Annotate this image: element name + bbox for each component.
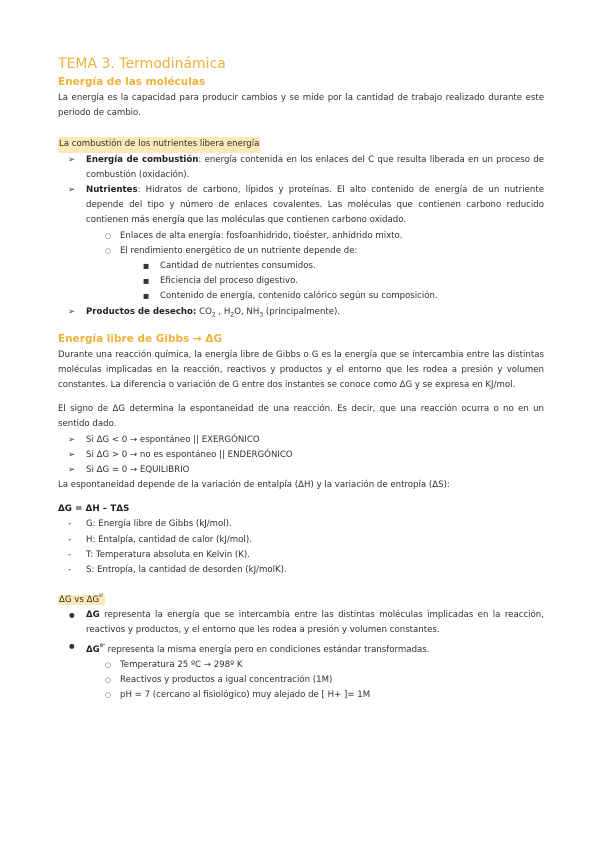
paragraph-signo: El signo de ΔG determina la espontaneidad de una reacción. Es decir, que una reacción ocurra o no en un sentido dado.: [58, 404, 544, 430]
paragraph-gibbs: Durante una reacción química, la energía libre de Gibbs o G es la energía que se intercambia entre las distintas moléculas implicadas en la reacción, reactivos y productos y el entorno que les rodea a presión y volumen constantes. La diferencia o variación de G entre dos instantes se conoce como ΔG y se expresa en KJ/mol.: [58, 349, 544, 390]
subheading-deltag-vs: ΔG vs $\Delta G^{º'}$: [59, 593, 104, 606]
list-item-nutrientes: ➢ Nutrientes: Hidratos de carbono, lípidos y proteínas. El alto contenido de energía de un nutriente depende del tipo y número de enlaces covalentes. Las moléculas que contienen carbono reducido contienen más energía que las moléculas que contienen carbono oxidado. ○ Enlaces de alta energía: fosfoanhidrido, tioéster, anhidrido mixto. ○ El rendimiento energético de un nutriente depende de: ■ Cantidad de nutrientes consumidos. ■ Eficiencia del proceso digestivo. ■ Contenido de energía, contenido calórico según su composición.: [58, 183, 544, 305]
sublist-item: ○ Enlaces de alta energía: fosfoanhidrido, tioéster, anhidrido mixto.: [100, 229, 544, 244]
list-item: - T: Temperatura absoluta en Kelvin (K).: [58, 548, 544, 563]
deltag-list: [58, 608, 544, 703]
list-item-deltag: ● ΔG representa la energía que se intercambia entre las distintas moléculas implicadas en la reacción, reactivos y productos, y el entorno que les rodea a presión y volumen constantes.: [58, 608, 544, 638]
sublist-item: ○ El rendimiento energético de un nutriente depende de: ■ Cantidad de nutrientes consumidos. ■ Eficiencia del proceso digestivo. ■ Contenido de energía, contenido calórico según su composición.: [100, 244, 544, 305]
highlight-combustion: La combustión de los nutrientes libera energía: [58, 137, 260, 152]
list-item: ➢ Si ΔG = 0 → EQUILIBRIO: [58, 463, 544, 478]
paragraph-intro: La energía es la capacidad para producir cambios y se mide por la cantidad de trabajo realizado durante este periodo de cambio.: [58, 93, 544, 119]
gibbs-formula: ΔG = ΔH – TΔS: [58, 504, 130, 515]
list-item: ○ Temperatura 25 ºC → 298º K: [100, 658, 544, 673]
highlight-row: [58, 131, 544, 152]
paragraph-espontaneidad: La espontaneidad depende de la variación de entalpía (ΔH) y la variación de entropía (ΔS):: [58, 480, 450, 491]
list-item: ■ Eficiencia del proceso digestivo.: [136, 274, 544, 289]
list-item: ○ pH = 7 (cercano al fisiológico) muy alejado de [ H+ ]= 1M: [100, 688, 544, 703]
document-page: [58, 56, 544, 703]
signs-list: [58, 433, 544, 479]
section-heading-energia: Energía de las moléculas: [58, 76, 206, 88]
rendimiento-list: [136, 259, 544, 305]
section-heading-gibbs: Energía libre de Gibbs → ΔG: [58, 332, 223, 345]
list-item: ➢ Si ΔG < 0 → espontáneo || EXERGÓNICO: [58, 433, 544, 448]
nutrient-sublist: [100, 229, 544, 305]
nutrients-list: [58, 153, 544, 323]
conditions-list: [100, 658, 544, 704]
terms-list: [58, 517, 544, 578]
list-item: ○ Reactivos y productos a igual concentración (1M): [100, 673, 544, 688]
list-item: - G: Energía libre de Gibbs (kJ/mol).: [58, 517, 544, 532]
list-item: - H: Entalpía, cantidad de calor (kJ/mol).: [58, 533, 544, 548]
list-item-deltag-std: ● $\Delta G^{º'}$ representa la misma energía pero en condiciones estándar transformadas. ○ Temperatura 25 ºC → 298º K ○ Reactivos y productos a igual concentración (1M) ○ pH = 7 (cercano al fisiológico) muy alejado de [ H+ ]= 1M: [58, 639, 544, 704]
list-item: ■ Cantidad de nutrientes consumidos.: [136, 259, 544, 274]
list-item: ➢ Si ΔG > 0 → no es espontáneo || ENDERGÓNICO: [58, 448, 544, 463]
list-item: ■ Contenido de energía, contenido calórico según su composición.: [136, 289, 544, 304]
list-item: - S: Entropía, la cantidad de desorden (kJ/molK).: [58, 563, 544, 578]
list-item-combustion: ➢ Energía de combustión: energía contenida en los enlaces del C que resulta liberada en un proceso de combustión (oxidación).: [58, 153, 544, 183]
list-item-desecho: ➢ Productos de desecho: $CO_2$ , $H_2O$, $NH_3$ (principalmente).: [58, 305, 544, 323]
page-title: TEMA 3. Termodinámica: [58, 56, 226, 72]
